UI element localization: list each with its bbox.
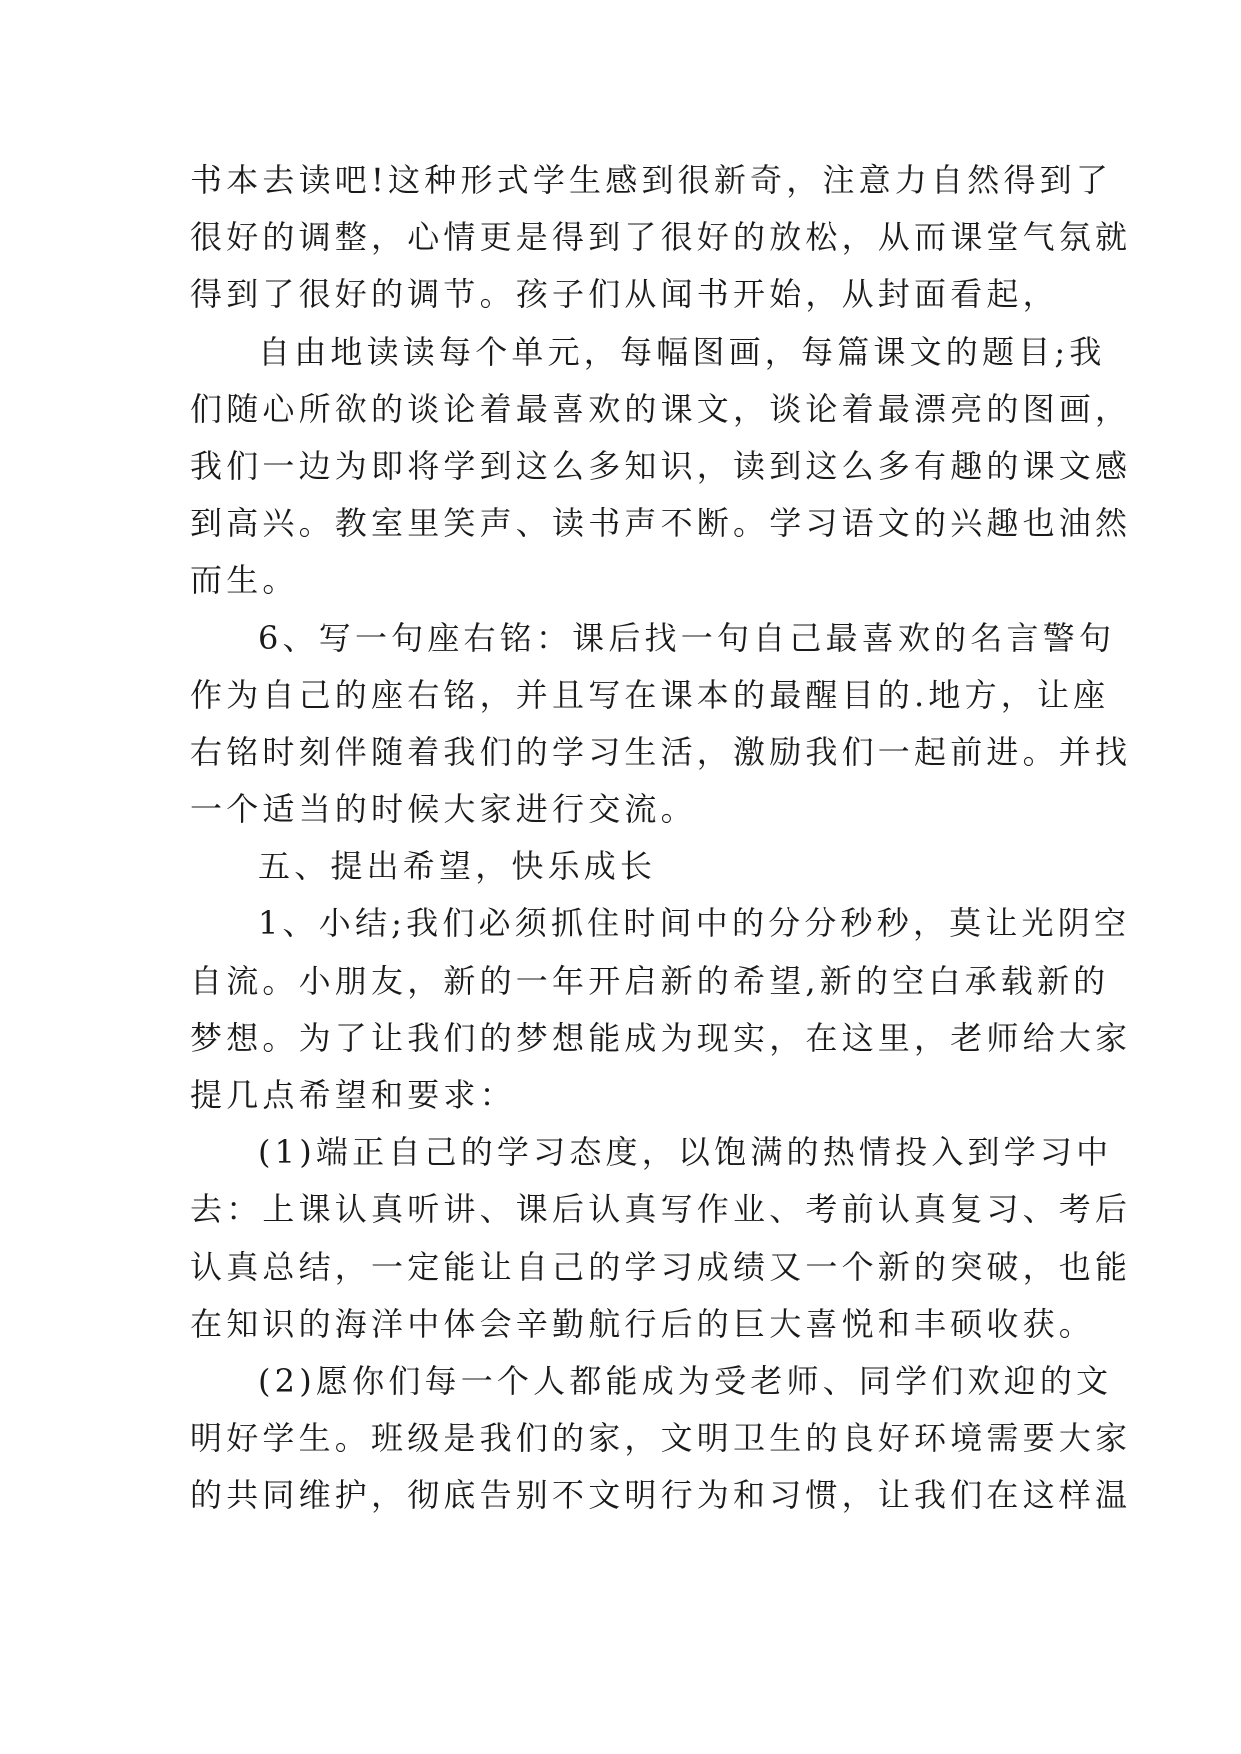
text-line: 书本去读吧!这种形式学生感到很新奇，注意力自然得到了	[190, 161, 1113, 199]
body-text	[190, 152, 1132, 1525]
text-line: 而生。	[190, 561, 299, 600]
paragraph-start-line: (1)端正自己的学习态度，以饱满的热情投入到学习中	[258, 1133, 1113, 1172]
text-line: 提几点希望和要求：	[190, 1076, 516, 1114]
text-line: 在知识的海洋中体会辛勤航行后的巨大喜悦和丰硕收获。	[190, 1304, 1096, 1343]
paragraph-start-line: 6、写一句座右铭：课后找一句自己最喜欢的名言警句	[258, 618, 1116, 657]
text-line: 们随心所欲的谈论着最喜欢的课文，谈论着最漂亮的图画，	[190, 389, 1132, 428]
section-heading: 五、提出希望，快乐成长	[258, 847, 657, 886]
text-line: 认真总结，一定能让自己的学习成绩又一个新的突破，也能	[190, 1247, 1132, 1286]
text-line: 我们一边为即将学到这么多知识，读到这么多有趣的课文感	[190, 446, 1132, 485]
text-line: 得到了很好的调节。孩子们从闻书开始，从封面看起，	[190, 275, 1059, 314]
paragraph-start-line: 自由地读读每个单元，每幅图画，每篇课文的题目;我	[258, 332, 1106, 371]
paragraph-start-line: (2)愿你们每一个人都能成为受老师、同学们欢迎的文	[258, 1361, 1113, 1400]
paragraph-start-line: 1、小结;我们必须抓住时间中的分分秒秒，莫让光阴空	[258, 904, 1131, 943]
text-line: 自流。小朋友，新的一年开启新的希望,新的空白承载新的	[190, 961, 1110, 1000]
text-line: 很好的调整，心情更是得到了很好的放松，从而课堂气氛就	[190, 218, 1132, 257]
text-line: 的共同维护，彻底告别不文明行为和习惯，让我们在这样温	[190, 1476, 1132, 1515]
text-line: 到高兴。教室里笑声、读书声不断。学习语文的兴趣也油然	[190, 504, 1132, 543]
text-line: 明好学生。班级是我们的家，文明卫生的良好环境需要大家	[190, 1419, 1132, 1458]
text-line: 去：上课认真听讲、课后认真写作业、考前认真复习、考后	[190, 1190, 1132, 1229]
text-line: 梦想。为了让我们的梦想能成为现实，在这里，老师给大家	[190, 1018, 1132, 1057]
text-line: 作为自己的座右铭，并且写在课本的最醒目的.地方，让座	[190, 675, 1110, 714]
text-line: 右铭时刻伴随着我们的学习生活，激励我们一起前进。并找	[190, 732, 1132, 771]
text-line: 一个适当的时候大家进行交流。	[190, 790, 697, 829]
